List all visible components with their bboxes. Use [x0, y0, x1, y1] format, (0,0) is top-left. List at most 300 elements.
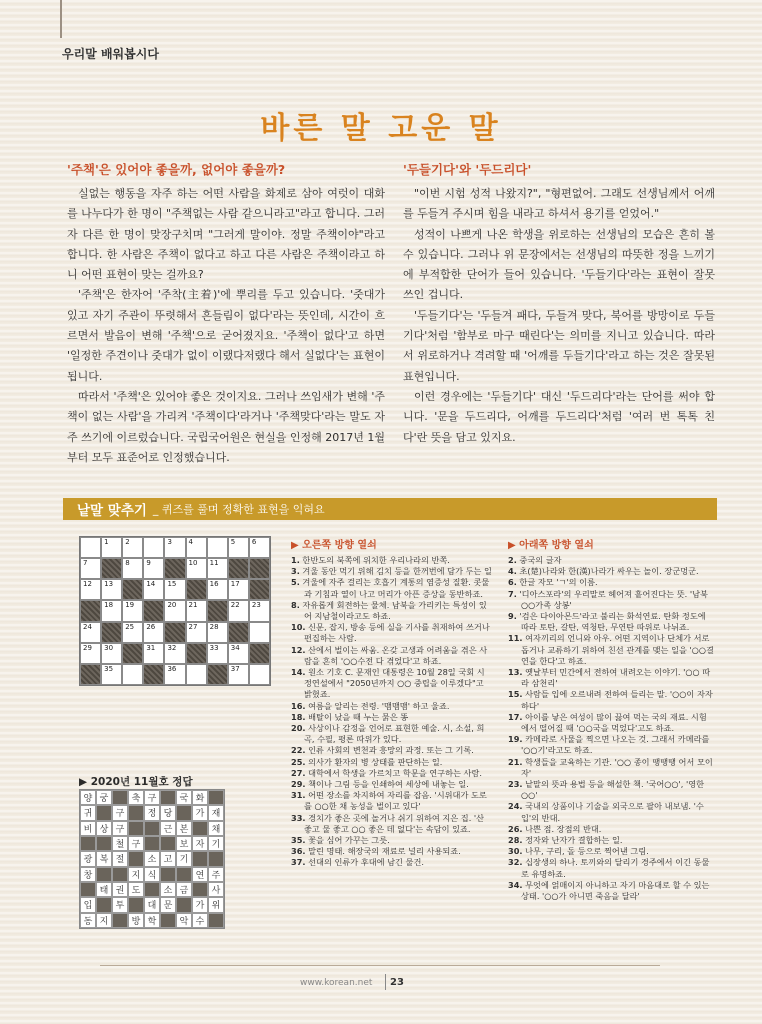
across-clue: [291, 622, 492, 644]
puzzle-cell-blocked: [249, 558, 270, 579]
puzzle-cell-number: 30: [104, 643, 114, 652]
across-clue: [291, 768, 492, 779]
across-clue: [291, 790, 492, 812]
answer-title: ▶ 2020년 11월호 정답: [79, 776, 193, 788]
clue-text: 말린 명태. 해장국의 재료로 널리 사용되죠.: [308, 846, 461, 857]
answer-cell: 정: [144, 805, 160, 820]
clue-number: 20.: [291, 723, 306, 734]
answer-cell-blocked: [144, 836, 160, 851]
clue-text: 국내의 상품이나 기술을 외국으로 팔아 내보냄. '수입'의 반대.: [521, 801, 704, 823]
answer-cell: 학: [144, 913, 160, 928]
article-right-paragraph: 이런 경우에는 '두들기다' 대신 '두드리다'라는 단어를 써야 합니다. '문을 두드리다, 어깨를 두드리다'처럼 '여러 번 톡톡 친다'란 뜻을 담고 있지요.: [403, 389, 715, 444]
puzzle-cell-number: 34: [230, 643, 240, 652]
clue-number: 29.: [291, 779, 306, 790]
article-right: [403, 160, 715, 448]
clue-text: 십장생의 하나. 토끼와의 달리기 경주에서 이긴 동물로 유명하죠.: [521, 857, 710, 879]
article-right-paragraph: "이번 시험 성적 나왔지?", "형편없어. 그래도 선생님께서 어깨를 두들겨 주시며 힘을 내라고 하셔서 용기를 얻었어.": [403, 187, 715, 221]
answer-cell: 구: [112, 821, 128, 836]
puzzle-cell-number: 10: [188, 559, 198, 568]
puzzle-cell[interactable]: [80, 537, 101, 558]
answer-cell: 투: [112, 897, 128, 912]
answer-cell: 수: [192, 913, 208, 928]
puzzle-cell[interactable]: [164, 600, 185, 621]
clue-text: 카메라로 사물을 찍으면 나오는 것. 그래서 카메라를 '○○기'라고도 하죠.: [521, 734, 710, 756]
down-clue: [508, 689, 714, 711]
down-heading: ▶ 아래쪽 방향 열쇠: [508, 540, 594, 551]
across-heading: ▶ 오른쪽 방향 열쇠: [291, 540, 377, 551]
puzzle-cell[interactable]: [249, 537, 270, 558]
puzzle-cell-number: 7: [83, 559, 88, 568]
puzzle-cell-number: 22: [230, 601, 240, 610]
answer-cell-blocked: [192, 882, 208, 897]
puzzle-cell-number: 2: [125, 538, 130, 546]
answer-cell-blocked: [80, 836, 96, 851]
clue-text: 무엇에 얽매이지 아니하고 자기 마음대로 할 수 있는 상태. '○○가 아니면 죽음을 달라': [521, 879, 710, 902]
puzzle-cell-blocked: [143, 600, 164, 621]
answer-cell: 소: [160, 882, 176, 897]
puzzle-cell-number: 31: [146, 643, 156, 652]
clue-text: 여름을 알리는 전령. '맴맴맴' 하고 울죠.: [308, 700, 450, 711]
down-clue: [508, 667, 714, 689]
answer-cell-blocked: [208, 790, 224, 805]
across-clues: [291, 536, 492, 869]
down-clue: [508, 880, 714, 902]
clue-number: 10.: [291, 622, 306, 633]
puzzle-cell-number: 21: [188, 601, 198, 610]
puzzle-cell-number: 26: [146, 622, 156, 631]
clue-text: 중국의 글자: [519, 555, 562, 565]
down-clue: [508, 555, 714, 566]
down-clue: [508, 824, 714, 835]
answer-cell: 철: [112, 836, 128, 851]
puzzle-cell-blocked: [80, 600, 101, 621]
puzzle-cell[interactable]: [143, 558, 164, 579]
clue-number: 23.: [508, 779, 523, 790]
answer-cell: 채: [208, 821, 224, 836]
answer-cell: 국: [176, 790, 192, 805]
down-clue: [508, 566, 714, 577]
answer-cell: 입: [80, 897, 96, 912]
answer-cell-blocked: [80, 882, 96, 897]
clue-text: 아이를 낳은 여성이 많이 끓여 먹는 국의 재료. 시험에서 떨어질 때 '○○국을 먹었다'고도 하죠.: [521, 711, 707, 734]
puzzle-cell[interactable]: [143, 537, 164, 558]
answer-cell-blocked: [128, 805, 144, 820]
section-label: 우리말 배워봅시다: [62, 47, 159, 61]
puzzle-cell-blocked: [122, 643, 143, 664]
answer-cell: 위: [208, 897, 224, 912]
clue-number: 9.: [508, 611, 517, 622]
answer-cell-blocked: [208, 851, 224, 866]
down-clue: [508, 779, 714, 801]
clue-number: 32.: [508, 857, 523, 868]
answer-cell: 구: [144, 790, 160, 805]
clue-text: 나무, 구리, 돌 등으로 찍어낸 그림.: [525, 846, 649, 857]
puzzle-cell[interactable]: [122, 622, 143, 643]
clue-number: 33.: [291, 812, 306, 823]
puzzle-cell-number: 24: [83, 622, 92, 631]
clue-text: 사람들 입에 오르내려 전하여 들리는 말. '○○이 자자하다': [521, 689, 713, 711]
clue-number: 15.: [508, 689, 523, 700]
answer-cell: 보: [176, 836, 192, 851]
puzzle-cell-number: 16: [209, 580, 219, 589]
answer-cell: 고: [160, 851, 176, 866]
puzzle-cell-blocked: [228, 622, 249, 643]
puzzle-cell-blocked: [249, 643, 270, 664]
clue-text: 의사가 환자의 병 상태를 판단하는 일.: [308, 756, 443, 767]
puzzle-cell[interactable]: [228, 537, 249, 558]
answer-cell: 식: [144, 867, 160, 882]
clue-text: 신문, 잡지, 방송 등에 실을 기사를 취재하여 쓰거나 편집하는 사람.: [304, 622, 490, 644]
puzzle-cell-number: 15: [167, 580, 177, 589]
answer-cell: 지: [96, 913, 112, 928]
clue-number: 31.: [291, 790, 306, 801]
answer-cell: 사: [208, 882, 224, 897]
across-clue: [291, 835, 492, 846]
top-divider: [60, 0, 62, 38]
puzzle-cell[interactable]: [186, 600, 207, 621]
clue-text: 사상이나 감정을 언어로 표현한 예술. 시, 소설, 희곡, 수필, 평론 따위가 있다.: [304, 723, 485, 745]
down-clue: [508, 835, 714, 846]
puzzle-cell[interactable]: [207, 643, 228, 664]
article-right-paragraph: '두들기다'는 '두들겨 패다, 두들겨 맞다, 북어를 방망이로 두들기다'처럼 '함부로 마구 때린다'는 의미를 지니고 있습니다. 따라서 위로하거나 격려할 때 '어깨를 두들기다'라고 하는 것은 잘못된 표현입니다.: [403, 308, 715, 383]
down-clues: [508, 536, 714, 902]
puzzle-cell-blocked: [186, 643, 207, 664]
puzzle-cell[interactable]: [186, 622, 207, 643]
puzzle-cell[interactable]: [164, 579, 185, 600]
clue-text: '검은 다이아몬드'라고 불리는 화석연료. 탄화 정도에 따라 토탄, 갈탄, 역청탄, 무연탄 따위로 나뉘죠.: [519, 611, 706, 633]
clue-text: 배탈이 났을 때 누는 묽은 똥: [308, 711, 409, 722]
answer-cell: 구: [112, 805, 128, 820]
puzzle-cell-number: 5: [230, 538, 236, 546]
puzzle-cell[interactable]: [122, 664, 143, 685]
down-clue: [508, 846, 714, 857]
puzzle-cell[interactable]: [101, 537, 122, 558]
puzzle-cell-blocked: [186, 579, 207, 600]
answer-cell-blocked: [112, 913, 128, 928]
puzzle-cell[interactable]: [101, 643, 122, 664]
across-clue: [291, 857, 492, 868]
puzzle-cell[interactable]: [249, 622, 270, 643]
puzzle-cell[interactable]: [164, 643, 185, 664]
clue-number: 11.: [508, 633, 523, 644]
answer-cell: 당: [160, 805, 176, 820]
answer-cell-blocked: [112, 867, 128, 882]
clue-number: 8.: [291, 599, 300, 610]
across-clue: [291, 712, 492, 723]
puzzle-cell-blocked: [143, 664, 164, 685]
puzzle-cell-number: 6: [251, 538, 257, 546]
clue-number: 4.: [508, 566, 517, 577]
puzzle-cell-number: 32: [167, 643, 177, 652]
puzzle-cell[interactable]: [164, 537, 185, 558]
answer-cell: 기: [176, 851, 192, 866]
answer-cell-blocked: [112, 790, 128, 805]
clue-text: 겨울 동안 먹기 위해 김치 등을 한꺼번에 담가 두는 일: [302, 566, 492, 577]
page-title: 바른 말 고운 말: [260, 111, 502, 146]
across-clue: [291, 745, 492, 756]
down-clue: [508, 589, 714, 611]
clue-text: 대학에서 학생을 가르치고 학문을 연구하는 사람.: [308, 767, 482, 778]
answer-cell-blocked: [160, 790, 176, 805]
puzzle-cell[interactable]: [80, 622, 101, 643]
puzzle-cell-number: 37: [230, 664, 240, 673]
puzzle-cell-number: 3: [167, 538, 172, 546]
clue-text: 겨울에 자주 걸리는 호흡기 계통의 염증성 질환. 콧물과 기침과 열이 나고 머리가 아픈 증상을 동반하죠.: [302, 577, 490, 599]
answer-cell-blocked: [160, 913, 176, 928]
footer-url: www.korean.net: [300, 978, 373, 988]
answer-cell: 근: [160, 821, 176, 836]
answer-cell: 양: [80, 790, 96, 805]
puzzle-cell-blocked: [122, 579, 143, 600]
clue-number: 13.: [508, 667, 523, 678]
clue-text: 옛날부터 민간에서 전하여 내려오는 이야기. '○○ 따라 삼천리': [521, 667, 711, 689]
answer-cell: 절: [112, 851, 128, 866]
across-clue: [291, 846, 492, 857]
puzzle-cell[interactable]: [207, 622, 228, 643]
answer-cell: 기: [208, 836, 224, 851]
down-clue: [508, 577, 714, 588]
answer-cell-blocked: [208, 913, 224, 928]
puzzle-cell-number: 17: [230, 580, 240, 589]
answer-cell-blocked: [176, 805, 192, 820]
down-clue: [508, 757, 714, 779]
clue-number: 34.: [508, 879, 523, 890]
answer-grid: [79, 789, 225, 929]
clue-number: 26.: [508, 823, 523, 834]
answer-cell: 문: [160, 897, 176, 912]
puzzle-cell[interactable]: [228, 643, 249, 664]
clue-number: 27.: [291, 767, 306, 778]
crossword-subtitle: _ 퀴즈를 풀며 정확한 표현을 익혀요: [152, 503, 325, 516]
puzzle-cell-number: 9: [146, 559, 151, 568]
clue-number: 36.: [291, 846, 306, 857]
down-clue: [508, 734, 714, 756]
answer-cell: 가: [192, 805, 208, 820]
down-clue: [508, 857, 714, 879]
puzzle-cell-blocked: [228, 558, 249, 579]
clue-text: 인류 사회의 변천과 흥망의 과정. 또는 그 기록.: [308, 745, 474, 756]
puzzle-cell[interactable]: [186, 537, 207, 558]
across-clue: [291, 813, 492, 835]
answer-cell: 대: [144, 897, 160, 912]
puzzle-cell[interactable]: [122, 537, 143, 558]
puzzle-cell[interactable]: [186, 558, 207, 579]
answer-cell: 동: [80, 913, 96, 928]
answer-cell: 금: [176, 882, 192, 897]
puzzle-cell[interactable]: [101, 579, 122, 600]
answer-cell: 상: [96, 821, 112, 836]
footer-separator: [385, 974, 386, 990]
clue-number: 25.: [291, 756, 306, 767]
answer-cell-blocked: [144, 882, 160, 897]
crossword-banner: [63, 498, 717, 520]
clue-number: 17.: [508, 711, 523, 722]
across-clue: [291, 701, 492, 712]
clue-number: 5.: [291, 577, 300, 588]
puzzle-cell-number: 20: [167, 601, 177, 610]
puzzle-cell[interactable]: [101, 664, 122, 685]
puzzle-cell[interactable]: [101, 600, 122, 621]
answer-cell: 복: [96, 851, 112, 866]
puzzle-cell-number: 18: [104, 601, 114, 610]
puzzle-cell[interactable]: [80, 643, 101, 664]
puzzle-cell-number: 23: [251, 601, 261, 610]
puzzle-cell[interactable]: [80, 579, 101, 600]
down-clue: [508, 633, 714, 667]
puzzle-cell-blocked: [80, 664, 101, 685]
answer-cell: 광: [80, 851, 96, 866]
article-left-paragraph: 따라서 '주책'은 있어야 좋은 것이지요. 그러나 쓰임새가 변해 '주책이 없는 사람'을 가리켜 '주책이다'라거나 '주책맞다'라는 말도 자주 쓰기에 이르렀습니다. 국립국어원은 현실을 인정해 2017년 1월부터 모두 표준어로 인정했습니다.: [67, 389, 385, 464]
puzzle-cell[interactable]: [143, 622, 164, 643]
clue-text: 정자와 난자가 결합하는 일.: [525, 835, 623, 846]
puzzle-cell[interactable]: [249, 600, 270, 621]
clue-text: 책이나 그림 등을 인쇄하여 세상에 내놓는 일.: [308, 779, 469, 790]
puzzle-cell[interactable]: [143, 643, 164, 664]
puzzle-cell-number: 33: [209, 643, 219, 652]
clue-text: 초(楚)나라와 한(漢)나라가 싸우는 놀이. 장군멍군.: [519, 566, 699, 577]
puzzle-cell-number: 25: [125, 622, 135, 631]
answer-cell: 권: [112, 882, 128, 897]
puzzle-cell[interactable]: [122, 600, 143, 621]
puzzle-cell[interactable]: [249, 664, 270, 685]
clue-text: 자유롭게 회전하는 물체. 남북을 가리키는 특성이 있어 지남철이라고도 하죠.: [302, 599, 487, 622]
puzzle-cell-number: 29: [83, 643, 92, 652]
clue-text: 한글 자모 'ㄱ'의 이름.: [519, 577, 598, 588]
article-left: [67, 160, 385, 468]
answer-cell: 구: [128, 836, 144, 851]
across-clue: [291, 645, 492, 667]
clue-text: 산에서 벌이는 싸움. 온갖 고생과 어려움을 겪은 사람을 흔히 '○○수전 다 겪었다'고 하죠.: [304, 644, 488, 666]
puzzle-cell-number: 4: [188, 538, 194, 546]
puzzle-cell-blocked: [207, 664, 228, 685]
clue-number: 3.: [291, 566, 300, 577]
clue-number: 35.: [291, 835, 306, 846]
clue-number: 24.: [508, 801, 523, 812]
puzzle-cell-number: 8: [125, 559, 130, 568]
answer-cell-blocked: [96, 897, 112, 912]
puzzle-cell-blocked: [249, 579, 270, 600]
clue-number: 21.: [508, 756, 523, 767]
across-clue: [291, 757, 492, 768]
clue-text: 원소 기호 C. 문재인 대통령은 10월 28일 국회 시정연설에서 "2050년까지 ○○ 중립을 이루겠다"고 밝혔죠.: [304, 667, 485, 700]
crossword-grid: [79, 536, 271, 686]
answer-cell-blocked: [144, 821, 160, 836]
puzzle-cell[interactable]: [228, 664, 249, 685]
clue-text: 여자끼리의 언니와 아우. 어떤 지역이나 단체가 서로 돕거나 교류하기 위하여 친선 관계를 맺는 일을 '○○결연을 한다'고 하죠.: [521, 633, 714, 666]
footer-divider: [100, 965, 660, 966]
clue-text: 한반도의 북쪽에 위치한 우리나라의 반쪽.: [302, 555, 450, 565]
puzzle-cell-number: 12: [83, 580, 92, 589]
puzzle-cell-blocked: [101, 622, 122, 643]
down-clue: [508, 611, 714, 633]
answer-cell-blocked: [96, 867, 112, 882]
puzzle-cell-number: 14: [146, 580, 156, 589]
puzzle-cell-blocked: [164, 622, 185, 643]
clue-number: 6.: [508, 577, 517, 588]
clue-number: 30.: [508, 846, 523, 857]
puzzle-cell[interactable]: [164, 664, 185, 685]
clue-number: 7.: [508, 588, 517, 599]
answer-cell-blocked: [192, 821, 208, 836]
clue-number: 1.: [291, 555, 300, 565]
page-number: 23: [390, 977, 404, 988]
answer-cell-blocked: [96, 836, 112, 851]
puzzle-cell[interactable]: [122, 558, 143, 579]
clue-number: 37.: [291, 857, 306, 868]
puzzle-cell[interactable]: [80, 558, 101, 579]
across-clue: [291, 723, 492, 745]
clue-text: 낱말의 뜻과 용법 등을 해설한 책. '국어○○', '영한○○': [521, 779, 705, 801]
clue-number: 18.: [291, 711, 306, 722]
answer-cell: 가: [192, 897, 208, 912]
answer-cell: 궁: [96, 790, 112, 805]
clue-number: 16.: [291, 700, 306, 711]
puzzle-cell-number: 36: [167, 664, 177, 673]
across-clue: [291, 577, 492, 599]
clue-text: 선대의 인류가 후대에 남긴 물건.: [308, 857, 424, 868]
answer-cell-blocked: [160, 836, 176, 851]
answer-cell: 축: [128, 790, 144, 805]
answer-cell: 방: [128, 913, 144, 928]
puzzle-cell[interactable]: [207, 579, 228, 600]
down-clue: [508, 801, 714, 823]
answer-cell: 화: [192, 790, 208, 805]
across-clue: [291, 779, 492, 790]
puzzle-cell[interactable]: [207, 558, 228, 579]
answer-cell: 악: [176, 913, 192, 928]
puzzle-cell-number: 13: [104, 580, 114, 589]
answer-cell: 도: [128, 882, 144, 897]
article-left-heading: '주책'은 있어야 좋을까, 없어야 좋을까?: [67, 162, 286, 177]
answer-cell: 소: [144, 851, 160, 866]
answer-cell: 창: [80, 867, 96, 882]
article-left-paragraph: '주책'은 한자어 '주착(主着)'에 뿌리를 두고 있습니다. '줏대가 있고 자기 주관이 뚜렷해서 흔들림이 없다'라는 뜻인데, 시간이 흐르면서 발음이 변해 '주책'으로 굳어졌지요. '주책이 없다'고 하면 '일정한 주견이나 줏대가 없이 이랬다저랬다 해서 실없다'는 표현이 됩니다.: [67, 288, 385, 383]
puzzle-cell[interactable]: [143, 579, 164, 600]
puzzle-cell-blocked: [164, 558, 185, 579]
answer-cell: 귀: [80, 805, 96, 820]
across-clue: [291, 600, 492, 622]
puzzle-cell-number: 27: [188, 622, 198, 631]
answer-cell-blocked: [128, 821, 144, 836]
answer-cell: 지: [128, 867, 144, 882]
answer-cell: 자: [192, 836, 208, 851]
answer-cell: 재: [208, 805, 224, 820]
answer-cell-blocked: [192, 851, 208, 866]
puzzle-cell-number: 28: [209, 622, 219, 631]
puzzle-cell[interactable]: [207, 537, 228, 558]
across-clue: [291, 555, 492, 566]
puzzle-cell-number: 11: [209, 559, 219, 568]
clue-number: 2.: [508, 555, 517, 565]
clue-number: 28.: [508, 835, 523, 846]
puzzle-cell[interactable]: [228, 600, 249, 621]
puzzle-cell-number: 19: [125, 601, 135, 610]
answer-cell-blocked: [176, 897, 192, 912]
clue-text: 어떤 장소를 차지하여 자리를 잡음. '시위대가 도로를 ○○한 채 농성을 벌이고 있다': [304, 790, 487, 812]
answer-cell-blocked: [128, 851, 144, 866]
clue-number: 14.: [291, 667, 306, 678]
answer-cell-blocked: [96, 805, 112, 820]
puzzle-cell[interactable]: [186, 664, 207, 685]
answer-cell: 비: [80, 821, 96, 836]
answer-cell-blocked: [160, 867, 176, 882]
puzzle-cell[interactable]: [228, 579, 249, 600]
article-left-paragraph: 실없는 행동을 자주 하는 어떤 사람을 화제로 삼아 여럿이 대화를 나누다가 한 명이 "주책없는 사람 같으니라고"라고 합니다. 그러자 다른 한 명이 맞장구치며 "그러게 말이야. 정말 주책이야"라고 합니다. 한 사람은 주책이 없다고 하고 다른 사람은 주책이라고 하니 어떤 표현이 맞는 걸까요?: [67, 187, 385, 282]
clue-text: 꽃을 심어 가꾸는 그릇.: [308, 835, 390, 846]
answer-cell: 주: [208, 867, 224, 882]
across-clue: [291, 667, 492, 701]
down-clue: [508, 712, 714, 734]
